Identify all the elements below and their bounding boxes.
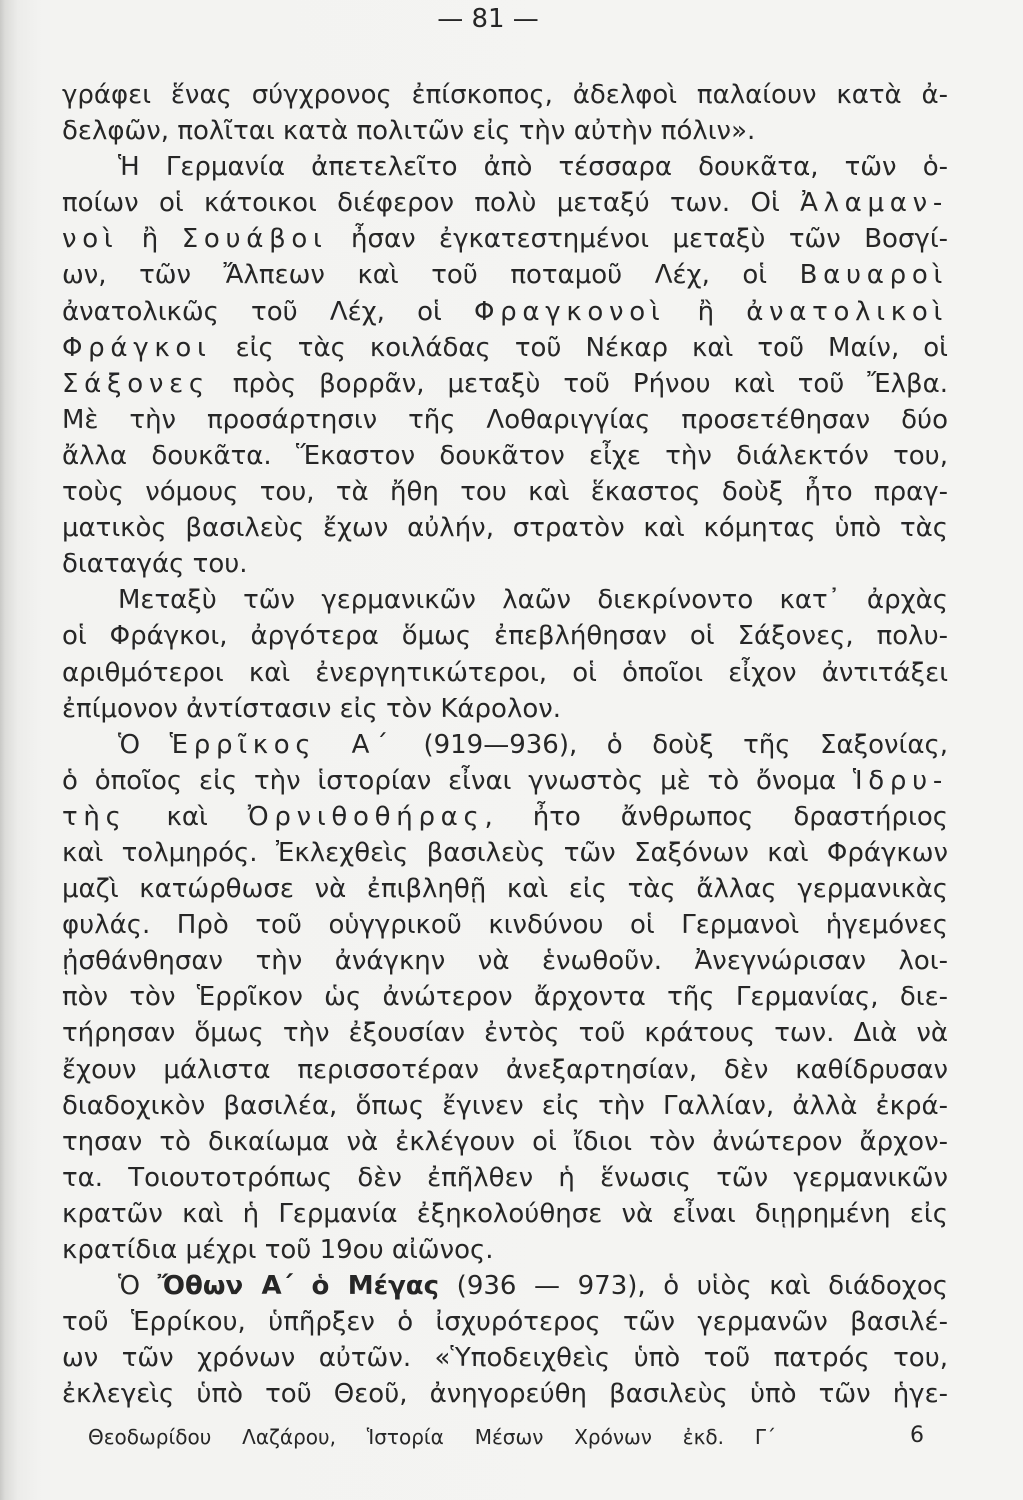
text-line-content <box>62 1343 948 1373</box>
text-line <box>62 943 948 979</box>
spaced-emphasis-text: Σουάβοι <box>181 224 328 255</box>
text-run: ὁ ὁποῖος εἰς τὴν ἱστορίαν εἶναι γνωστὸς μὲ τὸ ὄνομα <box>62 765 853 796</box>
text-run: ἦσαν ἐγκατεστημένοι μεταξὺ τῶν Βοσγί- <box>327 224 949 255</box>
text-line-content <box>62 1091 948 1121</box>
text-run: πὸν τὸν Ἑρρῖκον ὡς ἀνώτερον ἄρχοντα τῆς Γερμανίας, διε- <box>62 982 948 1013</box>
text-run: ἢ <box>118 224 182 255</box>
text-line-content <box>62 260 948 290</box>
text-line-content <box>62 910 948 940</box>
text-line <box>62 546 948 582</box>
text-line <box>62 185 948 221</box>
text-line-content <box>62 1127 948 1157</box>
footer-signature-mark: 6 <box>910 1423 924 1448</box>
text-run: ἀνατολικῶς τοῦ Λέχ, οἱ <box>62 296 474 327</box>
text-line <box>118 582 948 618</box>
text-line-content <box>62 658 948 688</box>
text-line <box>62 763 948 799</box>
text-run: Ὁ <box>118 729 170 760</box>
text-line <box>62 257 948 293</box>
text-line <box>118 149 948 185</box>
text-line <box>62 366 948 402</box>
text-line <box>62 1015 948 1051</box>
text-line-content <box>62 477 948 507</box>
text-line-content <box>62 405 948 435</box>
text-line <box>62 330 948 366</box>
text-run: ἄλλα δουκᾶτα. Ἕκαστον δουκᾶτον εἶχε τὴν διάλεκτόν του, <box>62 440 948 471</box>
text-run: , ἦτο ἄνθρωπος δραστήριος <box>484 801 948 832</box>
text-line <box>62 77 948 113</box>
bold-name-text: Ὄθων Α΄ ὁ Μέγας <box>157 1271 440 1302</box>
text-line <box>62 1052 948 1088</box>
text-run: τήρησαν ὅμως τὴν ἐξουσίαν ἐντὸς τοῦ κράτους των. Διὰ νὰ <box>62 1018 948 1049</box>
text-run: οἱ Φράγκοι, ἀργότερα ὅμως ἐπεβλήθησαν οἱ Σάξονες, πολυ- <box>62 621 948 652</box>
text-line-content <box>62 513 948 543</box>
text-line-content <box>62 1379 948 1409</box>
text-run: ἐπίμονον ἀντίστασιν εἰς τὸν Κάρολον. <box>62 693 562 724</box>
text-line-content <box>118 585 948 615</box>
spaced-emphasis-text: Φράγκοι <box>62 332 212 363</box>
spaced-emphasis-text: Ἑρρῖκος Α΄ <box>169 729 394 760</box>
text-line-content <box>62 333 948 363</box>
text-run: (936 — 973), ὁ υἱὸς καὶ διάδοχος <box>439 1271 948 1302</box>
text-line <box>118 727 948 763</box>
text-line-content <box>62 1163 948 1193</box>
text-line <box>62 1232 948 1268</box>
text-run: καὶ <box>126 801 248 832</box>
text-line-content <box>62 802 948 832</box>
text-line <box>62 618 948 654</box>
text-line <box>62 1376 948 1412</box>
spaced-emphasis-text: Ἀλαμαν- <box>800 188 948 219</box>
text-line-content <box>62 116 755 146</box>
paragraph <box>62 149 948 582</box>
text-line-content <box>62 694 561 724</box>
text-run: Ἡ Γερμανία ἀπετελεῖτο ἀπὸ τέσσαρα δουκᾶτα, τῶν ὁ- <box>118 152 948 183</box>
footer-citation <box>88 1423 776 1451</box>
paragraph <box>62 1268 948 1412</box>
text-line-content <box>62 224 948 254</box>
text-line <box>62 907 948 943</box>
paragraph <box>62 727 948 1268</box>
spaced-emphasis-text: Σάξονες <box>62 368 210 399</box>
text-line <box>118 1268 948 1304</box>
text-line <box>62 1160 948 1196</box>
text-line-content <box>62 1055 948 1085</box>
text-line-content <box>62 982 948 1012</box>
text-line <box>62 655 948 691</box>
footer-citation-text: Θεοδωρίδου Λαζάρου, Ἱστορία Μέσων Χρόνων ἐκδ. Γ΄ <box>88 1425 776 1449</box>
page-number-header: — 81 — <box>437 4 539 34</box>
text-line-content <box>62 441 948 471</box>
text-line-content <box>62 188 948 218</box>
text-line <box>62 402 948 438</box>
text-line-content <box>118 152 948 182</box>
spaced-emphasis-text: Βαυαροὶ <box>799 260 948 291</box>
text-run: ἐκλεγεὶς ὑπὸ τοῦ Θεοῦ, ἀνηγορεύθη βασιλεὺς ὑπὸ τῶν ἡγε- <box>62 1379 948 1410</box>
spaced-emphasis-text: νοὶ <box>62 224 119 255</box>
text-run: κρατῶν καὶ ἡ Γερμανία ἐξηκολούθησε νὰ εἶναι διῃρημένη εἰς <box>62 1198 948 1229</box>
text-run: Μεταξὺ τῶν γερμανικῶν λαῶν διεκρίνοντο κατ᾿ ἀρχὰς <box>118 585 948 616</box>
text-line <box>62 1124 948 1160</box>
text-line <box>62 113 948 149</box>
text-line <box>62 691 948 727</box>
text-line <box>62 835 948 871</box>
text-line <box>62 438 948 474</box>
text-run: ἢ <box>665 296 747 327</box>
text-run: Ὁ <box>118 1271 158 1302</box>
text-line <box>62 510 948 546</box>
text-run: ων τῶν χρόνων αὐτῶν. «Ὑποδειχθεὶς ὑπὸ τοῦ πατρός του, <box>62 1343 948 1374</box>
text-line <box>62 871 948 907</box>
text-line-content <box>62 621 948 651</box>
spaced-emphasis-text: Φραγκονοὶ <box>473 296 666 327</box>
text-run: κρατίδια μέχρι τοῦ 19ου αἰῶνος. <box>62 1235 494 1265</box>
text-line-content <box>118 730 948 760</box>
text-run: φυλάς. Πρὸ τοῦ οὑγγρικοῦ κινδύνου οἱ Γερμανοὶ ἡγεμόνες <box>62 910 948 941</box>
text-run: γράφει ἕνας σύγχρονος ἐπίσκοπος, ἀδελφοὶ παλαίουν κατὰ ἀ- <box>62 80 948 110</box>
text-run: μαζὶ κατώρθωσε νὰ ἐπιβληθῇ καὶ εἰς τὰς ἄλλας γερμανικὰς <box>62 874 948 905</box>
text-line <box>62 221 948 257</box>
text-run: τοὺς νόμους του, τὰ ἤθη του καὶ ἕκαστος δοὺξ ἦτο πραγ- <box>62 477 948 508</box>
spaced-emphasis-text: τὴς <box>62 801 127 832</box>
text-line-content <box>62 1307 948 1337</box>
text-line <box>62 474 948 510</box>
text-line <box>62 1196 948 1232</box>
text-run: ων, τῶν Ἄλπεων καὶ τοῦ ποταμοῦ Λέχ, οἱ <box>62 260 800 291</box>
text-run: τοῦ Ἑρρίκου, ὑπῆρξεν ὁ ἰσχυρότερος τῶν γερμανῶν βασιλέ- <box>62 1307 948 1338</box>
text-line-content <box>62 946 948 976</box>
text-run: καὶ τολμηρός. Ἐκλεχθεὶς βασιλεὺς τῶν Σαξόνων καὶ Φράγκων <box>62 837 948 868</box>
text-run: δελφῶν, πολῖται κατὰ πολιτῶν εἰς τὴν αὐτὴν πόλιν». <box>62 116 756 147</box>
spaced-emphasis-text: Ὀρνιθοθήρας <box>247 801 485 832</box>
text-line <box>62 1088 948 1124</box>
body-text <box>62 77 948 1412</box>
spaced-emphasis-text: Ἱδρυ- <box>852 765 948 796</box>
text-line-content <box>62 369 948 399</box>
text-line-content <box>62 1235 494 1265</box>
text-line-content <box>62 838 948 868</box>
text-line-content <box>62 80 948 110</box>
text-run: ἔχουν μάλιστα περισσοτέραν ἀνεξαρτησίαν, δὲν καθίδρυσαν <box>62 1054 948 1085</box>
paragraph <box>62 582 948 726</box>
text-run: ποίων οἱ κάτοικοι διέφερον πολὺ μεταξύ των. Οἱ <box>62 188 801 219</box>
text-run: αριθμότεροι καὶ ἐνεργητικώτεροι, οἱ ὁποῖοι εἶχον ἀντιτάξει <box>62 657 948 688</box>
text-line-content <box>62 874 948 904</box>
text-line-content <box>62 766 948 796</box>
text-line <box>62 799 948 835</box>
spaced-emphasis-text: ἀνατολικοὶ <box>746 296 948 327</box>
text-line <box>62 1304 948 1340</box>
text-line-content <box>62 297 948 327</box>
paragraph <box>62 77 948 149</box>
text-line <box>62 979 948 1015</box>
text-run: τησαν τὸ δικαίωμα νὰ ἐκλέγουν οἱ ἴδιοι τὸν ἀνώτερον ἄρχον- <box>62 1126 948 1157</box>
text-line-content <box>62 1199 948 1229</box>
text-run: ματικὸς βασιλεὺς ἔχων αὐλήν, στρατὸν καὶ κόμητας ὑπὸ τὰς <box>62 513 948 544</box>
text-run: τα. Τοιουτοτρόπως δὲν ἐπῆλθεν ἡ ἕνωσις τῶν γερμανικῶν <box>62 1162 948 1193</box>
text-run: διαδοχικὸν βασιλέα, ὅπως ἔγινεν εἰς τὴν Γαλλίαν, ἀλλὰ ἐκρά- <box>62 1090 948 1121</box>
text-line <box>62 294 948 330</box>
text-run: Μὲ τὴν προσάρτησιν τῆς Λοθαριγγίας προσετέθησαν δύο <box>62 404 948 435</box>
text-line-content <box>62 1018 948 1048</box>
text-run: εἰς τὰς κοιλάδας τοῦ Νέκαρ καὶ τοῦ Μαίν, οἱ <box>211 332 948 363</box>
text-line-content <box>118 1271 948 1301</box>
text-line-content <box>62 549 248 579</box>
text-run: πρὸς βορρᾶν, μεταξὺ τοῦ Ρήνου καὶ τοῦ Ἔλβα. <box>209 368 948 399</box>
text-run: (919—936), ὁ δοὺξ τῆς Σαξονίας, <box>393 729 948 760</box>
text-run: ᾐσθάνθησαν τὴν ἀνάγκην νὰ ἑνωθοῦν. Ἀνεγνώρισαν λοι- <box>62 946 948 977</box>
text-line <box>62 1340 948 1376</box>
text-run: διαταγάς του. <box>62 549 248 580</box>
